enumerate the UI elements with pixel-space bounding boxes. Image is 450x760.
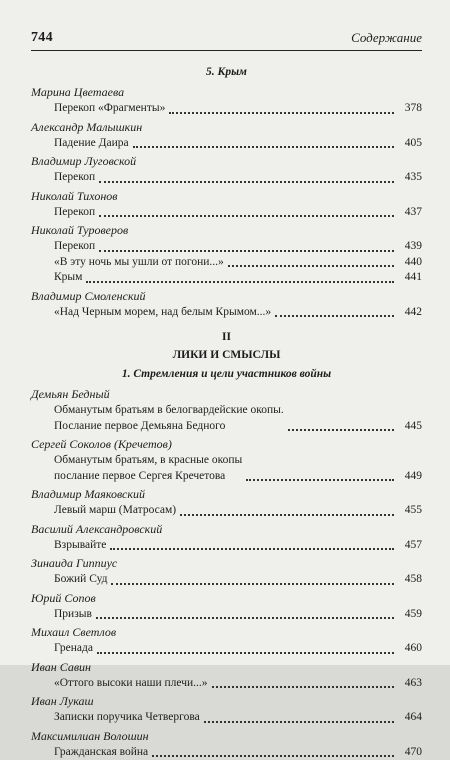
toc-entry [31,270,422,286]
toc-entry [31,710,422,726]
entry-title: Взрывайте [54,538,106,554]
toc-entry [31,607,422,623]
entry-page-number: 470 [400,745,422,760]
entry-title: Записки поручика Четвергова [54,710,200,726]
entry-title: Божий Суд [54,572,107,588]
page-header [31,28,422,51]
toc-entry [31,403,422,434]
section-heading: 1. Стремления и цели участников войны [31,364,422,384]
entry-page-number: 449 [400,469,422,485]
dot-leader [99,180,394,183]
author-name: Николай Тихонов [31,186,422,205]
author-name: Иван Савин [31,657,422,676]
toc-entry [31,676,422,692]
author-name: Марина Цветаева [31,82,422,101]
dot-leader [86,280,394,283]
toc-entry [31,205,422,221]
dot-leader [99,249,394,252]
entry-page-number: 457 [400,538,422,554]
entry-page-number: 459 [400,607,422,623]
entry-page-number: 405 [400,136,422,152]
dot-leader [228,264,394,267]
entry-title: Обманутым братьям, в красные окопы послание первое Сергея Кречетова [54,453,242,484]
entry-page-number: 435 [400,170,422,186]
author-name: Владимир Смоленский [31,286,422,305]
toc-entry [31,101,422,117]
dot-leader [99,214,394,217]
author-name: Николай Туроверов [31,220,422,239]
entry-title: Призыв [54,607,92,623]
toc-entry [31,538,422,554]
toc-entry [31,255,422,271]
table-of-contents [31,62,422,760]
entry-page-number: 464 [400,710,422,726]
dot-leader [212,685,394,688]
entry-title: «Над Черным морем, над белым Крымом...» [54,305,271,321]
author-name: Зинаида Гиппиус [31,553,422,572]
toc-entry [31,503,422,519]
entry-title: Левый марш (Матросам) [54,503,176,519]
dot-leader [97,651,394,654]
entry-title: Падение Даира [54,136,129,152]
entry-page-number: 442 [400,305,422,321]
entry-title: Перекоп [54,170,95,186]
entry-page-number: 378 [400,101,422,117]
page-number: 744 [31,30,53,46]
toc-entry [31,170,422,186]
entry-page-number: 458 [400,572,422,588]
entry-page-number: 440 [400,255,422,271]
dot-leader [169,111,394,114]
toc-entry [31,641,422,657]
entry-title: Перекоп [54,205,95,221]
dot-leader [96,616,394,619]
section-heading: 5. Крым [31,62,422,82]
dot-leader [204,720,394,723]
entry-title: Перекоп «Фрагменты» [54,101,165,117]
entry-page-number: 445 [400,419,422,435]
entry-title: «В эту ночь мы ушли от погони...» [54,255,224,271]
toc-entry [31,453,422,484]
entry-title: Гренада [54,641,93,657]
author-name: Василий Александровский [31,519,422,538]
toc-entry [31,136,422,152]
entry-title: Гражданская война [54,745,148,760]
toc-entry [31,572,422,588]
dot-leader [152,754,394,757]
entry-title: «Оттого высоки наши плечи...» [54,676,208,692]
dot-leader [275,314,394,317]
running-title: Содержание [351,30,422,46]
author-name: Демьян Бедный [31,384,422,403]
toc-entry [31,745,422,760]
part-heading: ЛИКИ И СМЫСЛЫ [31,346,422,364]
entry-page-number: 441 [400,270,422,286]
part-heading: II [31,328,422,346]
dot-leader [288,428,394,431]
entry-page-number: 455 [400,503,422,519]
author-name: Михаил Светлов [31,622,422,641]
author-name: Александр Малышкин [31,117,422,136]
entry-title: Обманутым братьям в белогвардейские окопы. Послание первое Демьяна Бедного [54,403,284,434]
toc-entry [31,305,422,321]
author-name: Владимир Луговской [31,151,422,170]
author-name: Юрий Сопов [31,588,422,607]
entry-page-number: 437 [400,205,422,221]
dot-leader [110,547,394,550]
author-name: Владимир Маяковский [31,484,422,503]
author-name: Иван Лукаш [31,691,422,710]
entry-page-number: 460 [400,641,422,657]
author-name: Сергей Соколов (Кречетов) [31,434,422,453]
spacer [31,320,422,328]
dot-leader [133,145,394,148]
entry-page-number: 439 [400,239,422,255]
entry-title: Крым [54,270,82,286]
entry-page-number: 463 [400,676,422,692]
author-name: Максимилиан Волошин [31,726,422,745]
dot-leader [246,478,394,481]
dot-leader [111,582,394,585]
dot-leader [180,513,394,516]
entry-title: Перекоп [54,239,95,255]
toc-entry [31,239,422,255]
